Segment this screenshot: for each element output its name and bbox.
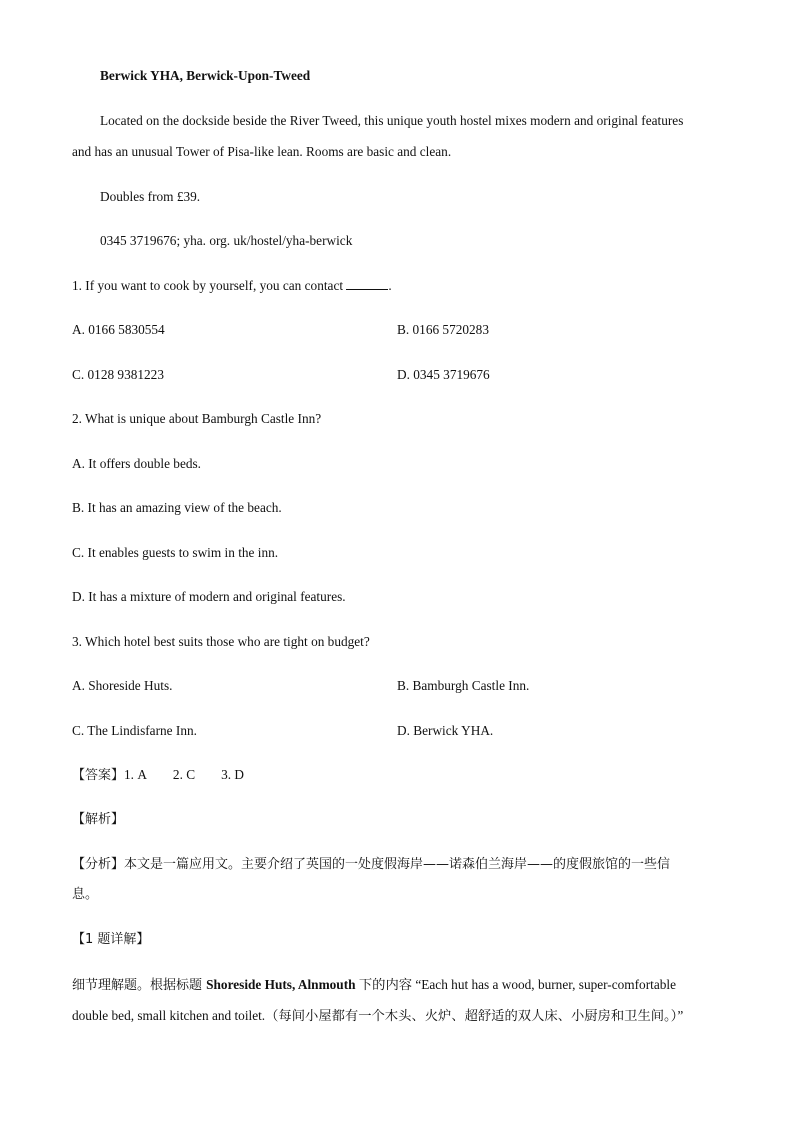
- answer-1: 1. A: [124, 767, 147, 782]
- question-3-option-a: A. Shoreside Huts.: [72, 678, 173, 693]
- detail-line-1-intro: 细节理解题。根据标题: [72, 978, 207, 993]
- question-3-option-b: B. Bamburgh Castle Inn.: [397, 678, 530, 693]
- detail-label: 【1 题详解】: [72, 932, 150, 947]
- detail-line-1: [72, 976, 676, 995]
- answer-blank: [346, 277, 388, 290]
- answer-label: 【答案】: [72, 768, 125, 783]
- question-2-option-b: B. It has an amazing view of the beach.: [72, 500, 282, 515]
- question-1-option-c: C. 0128 9381223: [72, 367, 164, 382]
- question-2-option-c: C. It enables guests to swim in the inn.: [72, 545, 279, 560]
- question-2-stem: 2. What is unique about Bamburgh Castle Inn?: [72, 411, 322, 426]
- question-1-stem-text: 1. If you want to cook by yourself, you can contact: [72, 278, 347, 293]
- answer-key: [72, 766, 244, 785]
- question-1-option-b: B. 0166 5720283: [397, 322, 489, 337]
- question-1-stem-end: .: [388, 278, 392, 293]
- question-1-stem: [72, 277, 392, 295]
- question-3-option-c: C. The Lindisfarne Inn.: [72, 723, 197, 738]
- question-2-option-a: A. It offers double beds.: [72, 456, 202, 471]
- passage-contact: 0345 3719676; yha. org. uk/hostel/yha-berwick: [100, 233, 353, 248]
- question-1-option-a: A. 0166 5830554: [72, 322, 165, 337]
- question-2-option-d: D. It has a mixture of modern and original features.: [72, 589, 346, 604]
- answer-2: 2. C: [172, 767, 196, 782]
- detail-line-1-title: Shoreside Huts, Alnmouth: [206, 977, 356, 992]
- answer-3: 3. D: [221, 767, 244, 782]
- detail-line-1-quote: 下的内容 “Each hut has a wood, burner, super-comfortable: [355, 977, 676, 992]
- passage-heading: Berwick YHA, Berwick-Upon-Tweed: [100, 68, 311, 83]
- question-1-option-d: D. 0345 3719676: [397, 367, 490, 382]
- summary-text: 本文是一篇应用文。主要介绍了英国的一处度假海岸——诺森伯兰海岸——的度假旅馆的一些信: [124, 857, 671, 872]
- question-3-stem: 3. Which hotel best suits those who are tight on budget?: [72, 634, 370, 649]
- passage-price: Doubles from £39.: [100, 189, 201, 204]
- summary-label: 【分析】: [72, 857, 125, 872]
- passage-body-line-1: Located on the dockside beside the River Tweed, this unique youth hostel mixes modern and original features: [100, 113, 684, 128]
- detail-line-2: double bed, small kitchen and toilet.（每间小屋都有一个木头、火炉、超舒适的双人床、小厨房和卫生间。）”: [72, 1008, 684, 1023]
- question-3-option-d: D. Berwick YHA.: [397, 723, 494, 738]
- passage-body-line-2: and has an unusual Tower of Pisa-like lean. Rooms are basic and clean.: [72, 144, 452, 159]
- analysis-summary-line-2: 息。: [72, 887, 99, 902]
- analysis-label: 【解析】: [72, 812, 125, 827]
- analysis-summary-line-1: [72, 856, 670, 874]
